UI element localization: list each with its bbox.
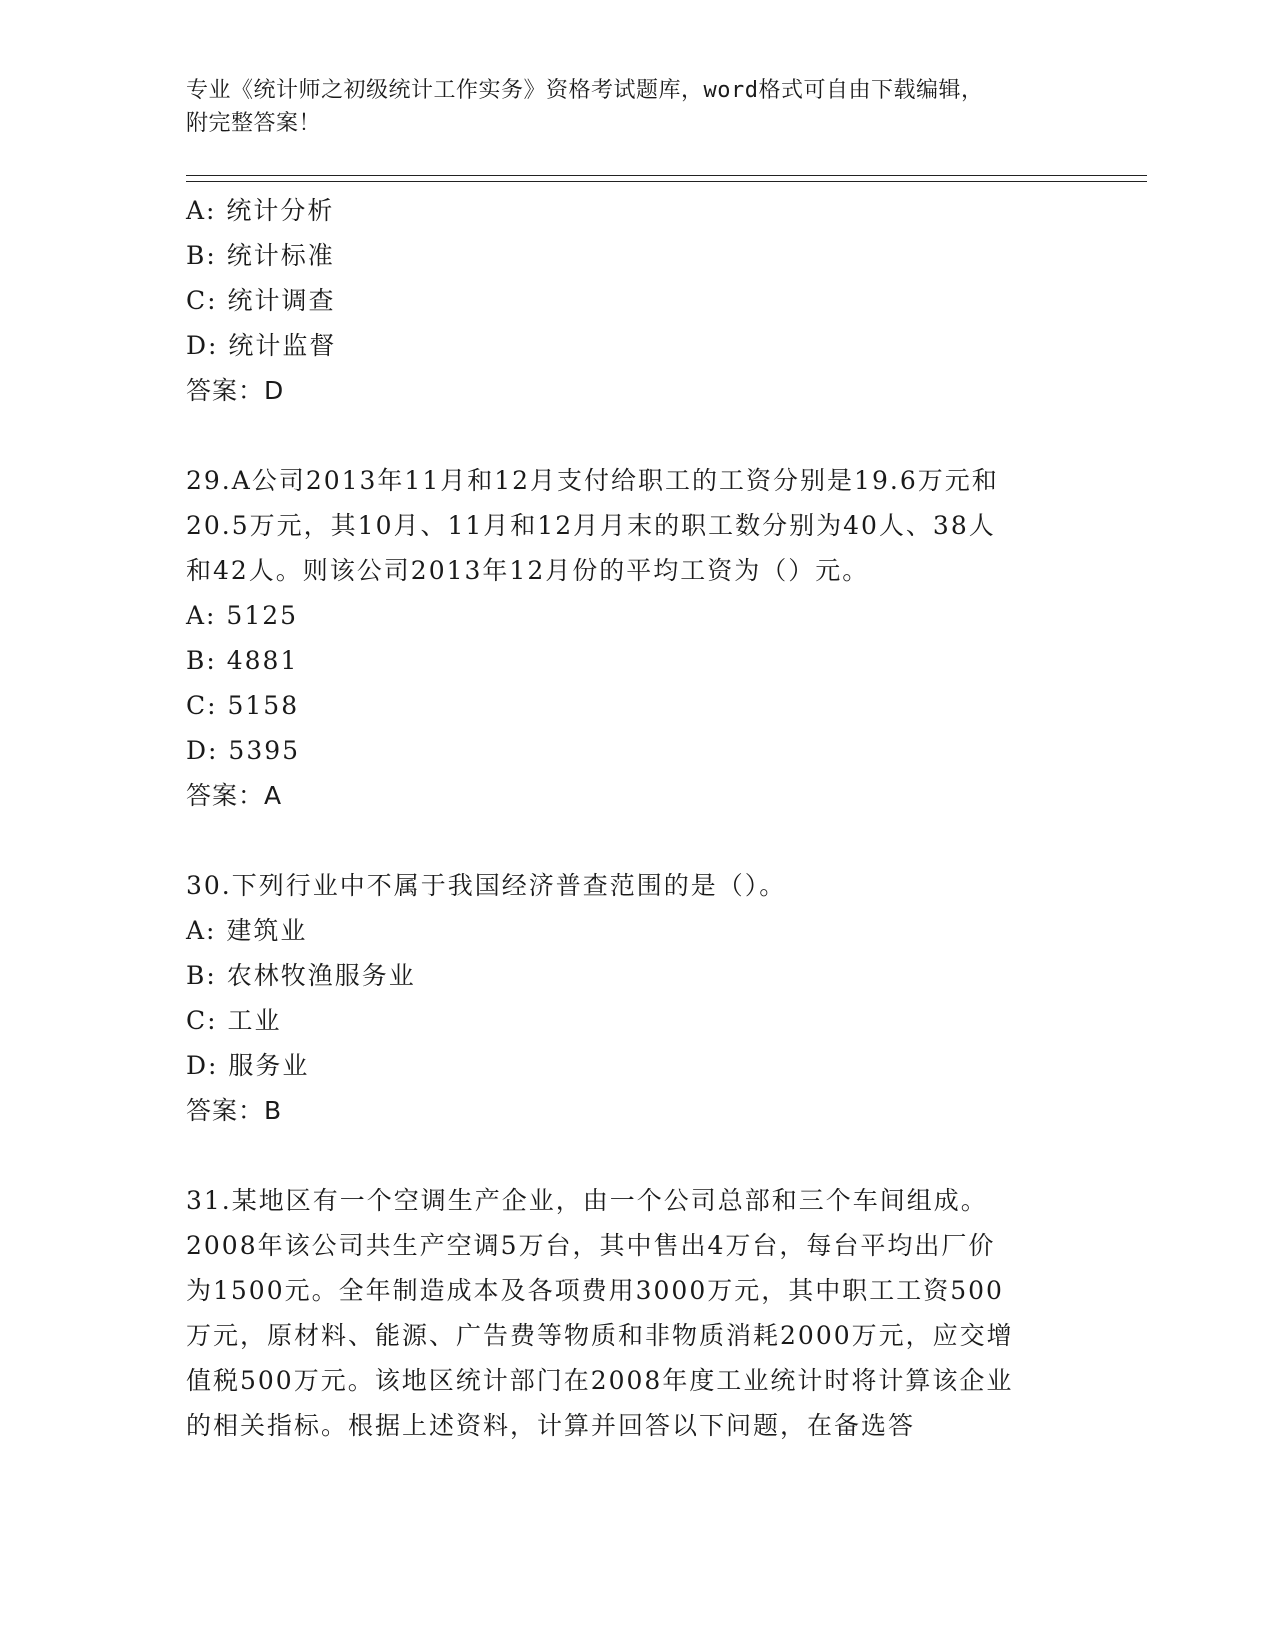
question-stem: 和42人。则该公司2013年12月份的平均工资为（）元。 — [186, 556, 870, 585]
option-c: C: 统计调查 — [186, 286, 336, 315]
question-stem: 的相关指标。根据上述资料，计算并回答以下问题，在备选答 — [186, 1411, 916, 1440]
header-line: 专业《统计师之初级统计工作实务》资格考试题库，word格式可自由下载编辑， — [186, 78, 984, 103]
document-body — [186, 188, 1086, 1448]
question-stem: 30.下列行业中不属于我国经济普查范围的是（）。 — [186, 871, 787, 900]
question-stem: 万元，原材料、能源、广告费等物质和非物质消耗2000万元，应交增 — [186, 1321, 1014, 1350]
question-stem: 29.A公司2013年11月和12月支付给职工的工资分别是19.6万元和 — [186, 466, 999, 495]
question-stem: 20.5万元，其10月、11月和12月月末的职工数分别为40人、38人 — [186, 511, 996, 540]
option-d: D: 5395 — [186, 736, 301, 765]
answer: 答案：D — [186, 376, 285, 405]
document-header — [186, 74, 1086, 140]
header-rule-bottom — [186, 181, 1147, 182]
question-block — [186, 458, 1086, 818]
option-b: B: 4881 — [186, 646, 299, 675]
header-line: 附完整答案！ — [186, 111, 322, 136]
option-a: A: 5125 — [186, 601, 299, 630]
option-b: B: 统计标准 — [186, 241, 335, 270]
option-b: B: 农林牧渔服务业 — [186, 961, 416, 990]
option-a: A: 统计分析 — [186, 196, 335, 225]
option-c: C: 工业 — [186, 1006, 282, 1035]
question-stem: 为1500元。全年制造成本及各项费用3000万元，其中职工工资500 — [186, 1276, 1004, 1305]
answer: 答案：B — [186, 1096, 283, 1125]
option-d: D: 服务业 — [186, 1051, 310, 1080]
header-rule-top — [186, 175, 1147, 176]
option-c: C: 5158 — [186, 691, 300, 720]
answer: 答案：A — [186, 781, 283, 810]
question-block — [186, 1178, 1086, 1448]
option-d: D: 统计监督 — [186, 331, 337, 360]
question-stem: 2008年该公司共生产空调5万台，其中售出4万台，每台平均出厂价 — [186, 1231, 996, 1260]
option-a: A: 建筑业 — [186, 916, 308, 945]
question-stem: 值税500万元。该地区统计部门在2008年度工业统计时将计算该企业 — [186, 1366, 1014, 1395]
question-stem: 31.某地区有一个空调生产企业，由一个公司总部和三个车间组成。 — [186, 1186, 988, 1215]
question-block — [186, 188, 1086, 413]
question-block — [186, 863, 1086, 1133]
